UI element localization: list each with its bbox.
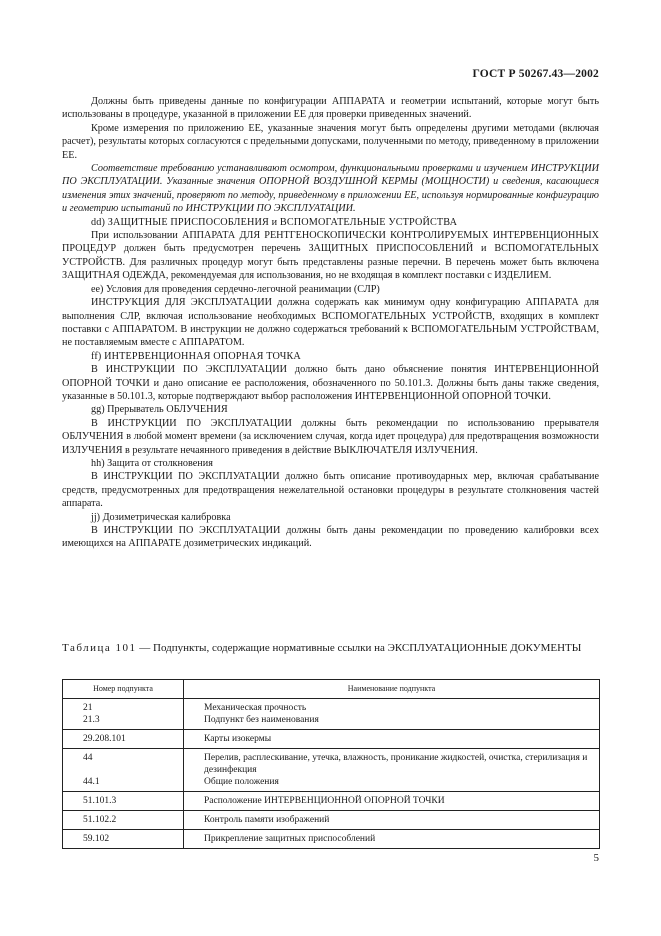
subclause-number: 21 xyxy=(83,703,93,713)
subclause-number: 44.1 xyxy=(83,777,100,787)
subclause-number-cell xyxy=(63,830,184,849)
column-header-name: Наименование подпункта xyxy=(184,680,600,699)
item-heading-dd: dd) ЗАЩИТНЫЕ ПРИСПОСОБЛЕНИЯ и ВСПОМОГАТЕЛЬНЫЕ УСТРОЙСТВА xyxy=(91,216,458,228)
table-row xyxy=(63,699,600,730)
subclause-number-cell xyxy=(63,749,184,792)
subclause-name-cell xyxy=(184,730,600,749)
column-header-number: Номер подпункта xyxy=(63,680,184,699)
subclause-number: 59.102 xyxy=(83,834,110,844)
item-heading-hh: hh) Защита от столкновения xyxy=(91,457,213,469)
references-table xyxy=(62,679,600,849)
subclause-name-cell xyxy=(184,792,600,811)
subclause-name: Перелив, расплескивание, утечка, влажность, проникание жидкостей, очистка, стерилизация и дезинфекция xyxy=(204,753,588,775)
paragraph: В ИНСТРУКЦИИ ПО ЭКСПЛУАТАЦИИ должно быть описание противоударных мер, включая срабатывание средств, предусмотренных для предотвращения нежелательной остановки процедуры в результате столкновения частей аппарата. xyxy=(62,471,599,510)
subclause-name: Карты изокермы xyxy=(204,734,272,744)
table-row xyxy=(63,749,600,792)
subclause-name-cell xyxy=(184,749,600,792)
table-caption-text: — Подпункты, содержащие нормативные ссылки на ЭКСПЛУАТАЦИОННЫЕ ДОКУМЕНТЫ xyxy=(136,642,582,654)
subclause-number: 44 xyxy=(83,753,93,763)
table-row xyxy=(63,792,600,811)
subclause-number-cell xyxy=(63,792,184,811)
subclause-number-cell xyxy=(63,730,184,749)
table-header-row xyxy=(63,680,600,699)
subclause-name: Общие положения xyxy=(204,777,279,787)
subclause-name: Расположение ИНТЕРВЕНЦИОННОЙ ОПОРНОЙ ТОЧКИ xyxy=(204,796,445,806)
item-heading-ff: ff) ИНТЕРВЕНЦИОННАЯ ОПОРНАЯ ТОЧКА xyxy=(91,350,301,362)
paragraph: ИНСТРУКЦИЯ ДЛЯ ЭКСПЛУАТАЦИИ должна содержать как минимум одну конфигурацию АППАРАТА для выполнения СЛР, включая использование необходимых ВСПОМОГАТЕЛЬНЫХ УСТРОЙСТВ, входящих в комплект поставки с АППАРАТОМ. В инструкции не должно содержаться требований к ВСПОМОГАТЕЛЬНЫМ УСТРОЙСТВАМ, не поставляемым вместе с АППАРАТОМ. xyxy=(62,297,599,349)
subclause-name-cell xyxy=(184,699,600,730)
subclause-name: Механическая прочность xyxy=(204,703,307,713)
subclause-name: Прикрепление защитных приспособлений xyxy=(204,834,376,844)
compliance-paragraph: Соответствие требованию устанавливают осмотром, функциональными проверками и изучением ИНСТРУКЦИИ ПО ЭКСПЛУАТАЦИИ. Указанные значения ОПОРНОЙ ВОЗДУШНОЙ КЕРМЫ (МОЩНОСТИ) и сведения, касающиеся изменения этих значений, проверяют по методу, приведенному в приложении ЕЕ, используя нормированные конфигурацию и геометрию испытаний по ИНСТРУКЦИИ ПО ЭКСПЛУАТАЦИИ. xyxy=(62,163,599,215)
subclause-name: Контроль памяти изображений xyxy=(204,815,330,825)
item-heading-gg: gg) Прерыватель ОБЛУЧЕНИЯ xyxy=(91,404,228,416)
paragraph: В ИНСТРУКЦИИ ПО ЭКСПЛУАТАЦИИ должно быть дано объяснение понятия ИНТЕРВЕНЦИОННОЙ ОПОРНОЙ ТОЧКИ и дано описание ее расположения, обозначенного по 50.101.3. Должны быть даны также сведения, указанные в 50.101.3, которые подтверждают выбор расположения ИНТЕРВЕНЦИОННОЙ ОПОРНОЙ ТОЧКИ. xyxy=(62,364,599,402)
item-heading-ee: ee) Условия для проведения сердечно-легочной реанимации (СЛР) xyxy=(91,283,380,295)
subclause-number: 51.102.2 xyxy=(83,815,117,825)
subclause-number: 51.101.3 xyxy=(83,796,117,806)
page-number: 5 xyxy=(593,852,599,864)
paragraph: В ИНСТРУКЦИИ ПО ЭКСПЛУАТАЦИИ должны быть даны рекомендации по проведению калибровки всех имеющихся на АППАРАТЕ дозиметрических индикаций. xyxy=(62,525,599,550)
table-caption-label: Таблица 101 xyxy=(62,642,137,654)
subclause-number: 21.3 xyxy=(83,715,100,725)
subclause-number: 29.208.101 xyxy=(83,734,126,744)
item-heading-jj: jj) Дозиметрическая калибровка xyxy=(91,511,231,523)
body-text xyxy=(62,95,599,551)
subclause-number-cell xyxy=(63,699,184,730)
table-row xyxy=(63,830,600,849)
subclause-number-cell xyxy=(63,811,184,830)
table-row xyxy=(63,730,600,749)
paragraph: В ИНСТРУКЦИИ ПО ЭКСПЛУАТАЦИИ должны быть рекомендации по использованию прерывателя ОБЛУЧЕНИЯ в любой момент времени (за исключением случая, когда идет процедура) для предотвращения возможности ИЗЛУЧЕНИЯ в результате нечаянного приведения в действие ВЫКЛЮЧАТЕЛЯ ИЗЛУЧЕНИЯ. xyxy=(62,417,599,456)
subclause-name: Подпункт без наименования xyxy=(204,715,319,725)
standard-code-header: ГОСТ Р 50267.43—2002 xyxy=(472,68,599,80)
subclause-name-cell xyxy=(184,811,600,830)
subclause-name-cell xyxy=(184,830,600,849)
paragraph: Должны быть приведены данные по конфигурации АППАРАТА и геометрии испытаний, которые могут быть использованы в процедуре, указанной в приложении ЕЕ для проверки приведенных значений. xyxy=(62,96,599,121)
paragraph: При использовании АППАРАТА ДЛЯ РЕНТГЕНОСКОПИЧЕСКИ КОНТРОЛИРУЕМЫХ ИНТЕРВЕНЦИОННЫХ ПРОЦЕДУР должен быть предусмотрен перечень ЗАЩИТНЫХ ПРИСПОСОБЛЕНИЙ и ВСПОМОГАТЕЛЬНЫХ УСТРОЙСТВ. Для различных процедур могут быть представлены разные перечни. В перечень может быть включена ЗАЩИТНАЯ ОДЕЖДА, рекомендуемая для использования, но не входящая в комплект поставки с ИЗДЕЛИЕМ. xyxy=(62,230,599,282)
table-row xyxy=(63,811,600,830)
table-caption xyxy=(62,642,599,655)
paragraph: Кроме измерения по приложению ЕЕ, указанные значения могут быть определены другими методами (включая расчет), результаты которых согласуются с предельными допусками, полученными по методу, приведенному в приложении ЕЕ. xyxy=(62,122,599,161)
